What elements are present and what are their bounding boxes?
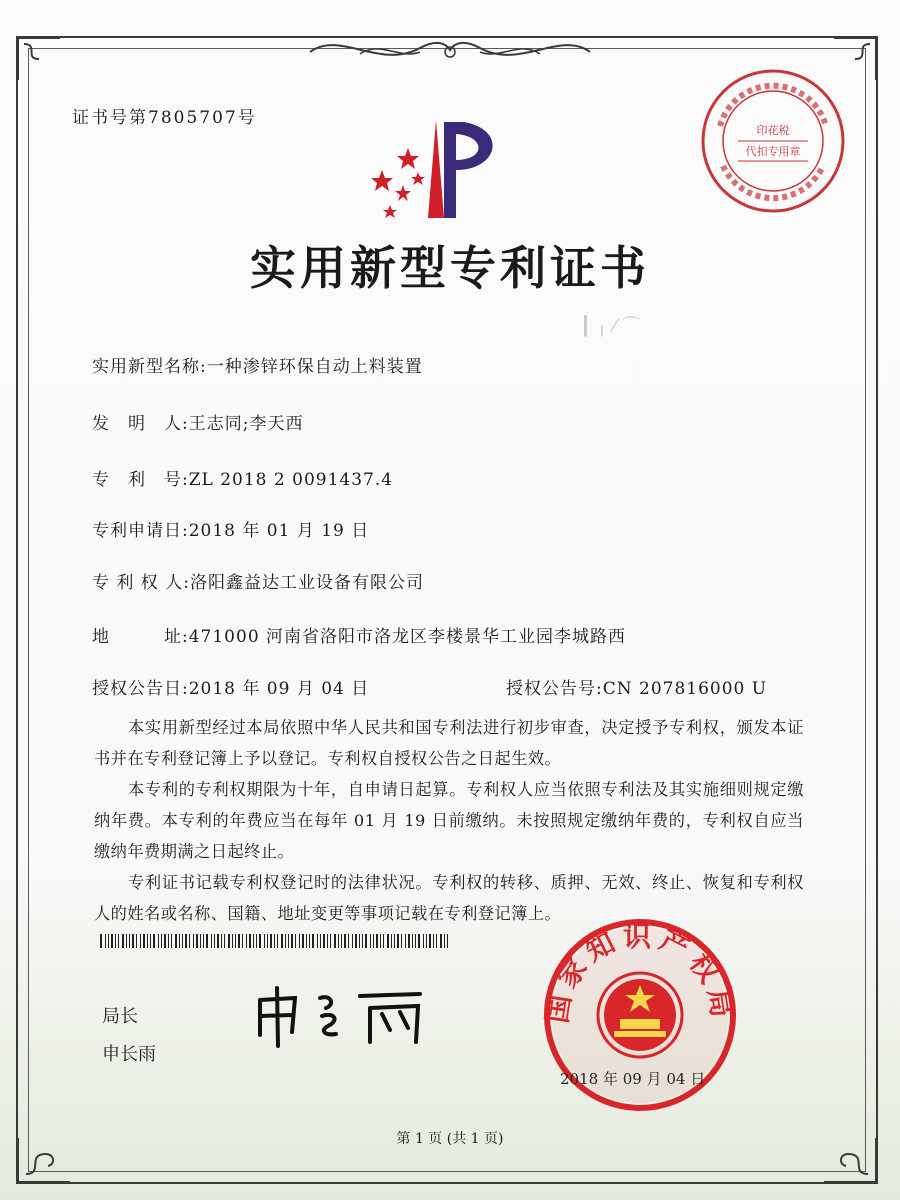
barcode-bar [387,934,389,948]
barcode-bar [320,934,321,948]
barcode-bar [281,934,283,948]
barcode-bar [334,934,336,948]
faint-marks: ┃ ╷ ⁄ ⌒ [580,316,640,337]
barcode-bar [317,934,318,948]
barcode-bar [122,934,124,948]
patentee-row [92,568,424,593]
barcode-bar [433,934,434,948]
barcode-bar [376,934,378,948]
barcode-bar [158,934,159,948]
barcode-bar [150,934,151,948]
barcode-bar [136,934,137,948]
barcode-bar [362,934,363,948]
barcode-bar [306,934,307,948]
barcode-bar [291,934,293,948]
address-label: 地 址: [92,627,189,647]
barcode-bar [302,934,304,948]
barcode-bar [126,934,127,948]
barcode-bar [397,934,399,948]
barcode-bar [259,934,261,948]
body-paragraph-3: 专利证书记载专利权登记时的法律状况。专利权的转移、质押、无效、终止、恢复和专利权人的姓名或名称、国籍、地址变更等事项记载在专利登记簿上。 [94,873,804,923]
barcode-bar [299,934,300,948]
body-paragraph-1: 本实用新型经过本局依照中华人民共和国专利法进行初步审查，决定授予专利权，颁发本证书并在专利登记簿上予以登记。专利权自授权公告之日起生效。 [94,718,804,768]
barcode-bar [370,934,371,948]
svg-text:印花税: 印花税 [756,124,790,137]
filing-date-label: 专利申请日: [92,521,189,541]
barcode-bar [224,934,225,948]
filing-date-row [92,516,369,541]
barcode-bar [111,934,113,948]
director-signature-icon [250,980,450,1050]
barcode-bar [344,934,346,948]
barcode-bar [164,934,166,948]
barcode-bar [429,934,431,948]
utility-model-name-value: 一种渗锌环保自动上料装置 [206,357,423,377]
barcode-bar [274,934,275,948]
seal-date: 2018 年 09 月 04 日 [560,1070,706,1088]
grant-number-value: CN 207816000 U [602,679,768,699]
barcode-bar [373,934,374,948]
barcode-bar [189,934,190,948]
barcode-bar [115,934,116,948]
barcode-bar [327,934,328,948]
director-title: 局长 [102,1006,138,1027]
director-name: 申长雨 [102,1044,156,1065]
barcode-bar [264,934,265,948]
barcode-bar [100,934,102,948]
filing-date-value: 2018 年 01 月 19 日 [188,521,370,541]
barcode-bar [270,934,272,948]
barcode-bar [415,934,416,948]
barcode-bar [285,934,286,948]
barcode-bar [203,934,204,948]
barcode-bar [238,934,240,948]
address-row [92,622,626,647]
barcode-bar [436,934,437,948]
barcode-bar [405,934,406,948]
barcode-bar [193,934,194,948]
barcode-bar [338,934,339,948]
barcode-bar [232,934,233,948]
barcode-bar [359,934,360,948]
barcode-bar [423,934,424,948]
inventor-row [92,409,303,434]
barcode-bar [168,934,169,948]
barcode-bar [440,934,442,948]
corner-ornament-tl [14,34,64,84]
patent-number-row [92,465,393,490]
barcode-bar [267,934,268,948]
utility-model-name-row [92,352,423,377]
barcode-icon [100,934,450,948]
tax-stamp-icon [698,66,848,216]
barcode-bar [235,934,236,948]
grant-date-label: 授权公告日: [92,679,189,699]
barcode-bar [206,934,208,948]
barcode-bar [175,934,177,948]
barcode-bar [118,934,119,948]
barcode-bar [140,934,141,948]
inventor-label: 发 明 人: [92,414,189,434]
body-paragraph-2: 本专利的专利权期限为十年，自申请日起算。专利权人应当依照专利法及其实施细则规定缴纳年费。本专利的年费应当在每年 01 月 19 日前缴纳。未按照规定缴纳年费的，专利权自应当缴纳年费期满之日起终止。 [94,780,804,861]
barcode-bar [355,934,357,948]
barcode-bar [394,934,395,948]
barcode-bar [132,934,134,948]
barcode-bar [143,934,145,948]
barcode-bar [242,934,243,948]
svg-text:代扣专用章: 代扣专用章 [745,145,801,158]
utility-model-name-label: 实用新型名称: [92,357,207,377]
seal-text: 国家知识产权局 [540,920,740,1026]
patentee-label: 专 利 权 人: [92,573,190,593]
barcode-bar [412,934,413,948]
barcode-bar [447,934,448,948]
barcode-bar [401,934,402,948]
barcode-bar [408,934,410,948]
patentee-value: 洛阳鑫益达工业设备有限公司 [189,573,424,593]
barcode-bar [214,934,215,948]
barcode-bar [352,934,353,948]
barcode-bar [217,934,219,948]
barcode-bar [185,934,187,948]
barcode-bar [221,934,222,948]
certificate-title: 实用新型专利证书 [250,241,650,295]
barcode-bar [426,934,427,948]
barcode-bar [383,934,384,948]
barcode-bar [256,934,257,948]
barcode-bar [153,934,155,948]
barcode-bar [277,934,278,948]
barcode-bar [330,934,331,948]
barcode-bar [161,934,162,948]
barcode-bar [288,934,289,948]
patent-office-logo-icon [368,110,518,225]
patent-number-label: 专 利 号: [92,470,189,490]
barcode-bar [418,934,420,948]
barcode-bar [312,934,314,948]
certificate-body [94,712,804,929]
barcode-bar [348,934,349,948]
barcode-bar [253,934,254,948]
barcode-bar [228,934,230,948]
barcode-bar [108,934,109,948]
barcode-bar [196,934,198,948]
barcode-bar [365,934,367,948]
barcode-bar [295,934,296,948]
barcode-bar [179,934,180,948]
patent-number-value: ZL 2018 2 0091437.4 [188,470,394,490]
barcode-bar [147,934,148,948]
barcode-bar [171,934,172,948]
certificate-number: 证书号第7805707号 [72,108,257,128]
grant-date-row [92,674,369,699]
barcode-bar [249,934,251,948]
address-value: 471000 河南省洛阳市洛龙区李楼景华工业园李城路西 [188,627,627,647]
barcode-bar [105,934,106,948]
grant-date-value: 2018 年 09 月 04 日 [188,679,370,699]
barcode-bar [391,934,392,948]
barcode-bar [182,934,183,948]
barcode-bar [309,934,310,948]
grant-number-label: 授权公告号: [506,679,603,699]
top-ornament [300,30,600,70]
barcode-bar [211,934,212,948]
barcode-bar [444,934,445,948]
barcode-bar [341,934,342,948]
barcode-bar [129,934,130,948]
page-indicator: 第 1 页 (共 1 页) [396,1131,504,1147]
grant-number-row [506,674,767,699]
inventor-value: 王志同;李天西 [188,414,304,434]
barcode-bar [323,934,325,948]
barcode-bar [380,934,381,948]
barcode-bar [246,934,247,948]
barcode-bar [200,934,201,948]
